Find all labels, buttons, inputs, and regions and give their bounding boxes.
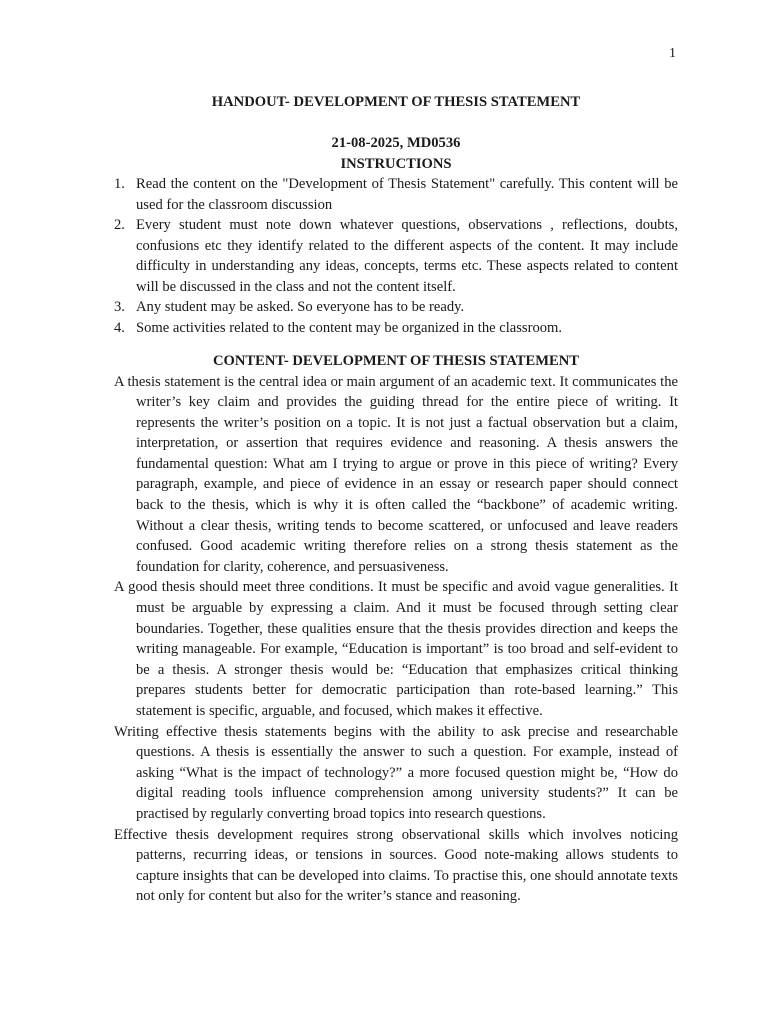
content-paragraph: A thesis statement is the central idea or main argument of an academic text. It communicates the writer’s key claim and provides the guiding thread for the entire piece of writing. It represents the writer’s position on a topic. It is not just a factual observation but a claim, interpretation, or assertion that requires evidence and reasoning. A thesis answers the fundamental question: What am I trying to argue or prove in this piece of writing? Every paragraph, example, and piece of evidence in an essay or research paper should connect back to the thesis, which is why it is often called the “backbone” of academic writing. Without a clear thesis, writing tends to become scattered, or unfocused and leave readers confused. Good academic writing therefore relies on a strong thesis statement as the foundation for clarity, coherence, and persuasiveness. (114, 373, 678, 575)
list-item (114, 297, 678, 318)
content-paragraph: Writing effective thesis statements begins with the ability to ask precise and researchable questions. A thesis is essentially the answer to such a question. For example, instead of asking “What is the impact of technology?” a more focused question might be, “How do digital reading tools influence comprehension among university students?” It can be practised by regularly converting broad topics into research questions. (114, 723, 678, 822)
list-number: 1. (114, 176, 125, 192)
list-text: Any student may be asked. So everyone has to be ready. (136, 299, 465, 315)
list-number: 4. (114, 319, 125, 336)
document-body (114, 92, 678, 907)
list-text: Every student must note down whatever questions, observations , reflections, doubts, confusions etc they identify related to the different aspects of the content. It may include difficulty in understanding any ideas, concepts, terms etc. These aspects related to content will be discussed in the class and not the content itself. (136, 217, 678, 295)
date-code: 21-08-2025, MD0536 (331, 135, 461, 151)
list-item (114, 215, 678, 297)
list-item (114, 318, 678, 339)
content-paragraph: Effective thesis development requires strong observational skills which involves noticing patterns, recurring ideas, or tensions in sources. Good note-making allows students to capture insights that can be developed into claims. To practise this, one should annotate texts not only for content but also for the writer’s stance and reasoning. (114, 826, 678, 905)
list-text: Some activities related to the content may be organized in the classroom. (136, 319, 563, 336)
list-text: Read the content on the "Development of Thesis Statement" carefully. This content will be used for the classroom discussion (136, 176, 678, 213)
list-number: 3. (114, 299, 125, 315)
page-number: 1 (669, 46, 676, 61)
document-title: HANDOUT- DEVELOPMENT OF THESIS STATEMENT (211, 94, 581, 110)
content-paragraph: A good thesis should meet three conditions. It must be specific and avoid vague generalities. It must be arguable by expressing a claim. And it must be focused through setting clear boundaries. Together, these qualities ensure that the thesis provides direction and keeps the writing manageable. For example, “Education is important” is too broad and self-evident to be a thesis. A stronger thesis would be: “Education that emphasizes critical thinking prepares students better for democratic participation than rote-based learning.” This statement is specific, arguable, and focused, which makes it effective. (114, 579, 678, 719)
list-item (114, 174, 678, 215)
content-heading: CONTENT- DEVELOPMENT OF THESIS STATEMENT (212, 353, 579, 369)
instructions-heading: INSTRUCTIONS (340, 155, 452, 172)
instructions-list (114, 174, 678, 338)
list-number: 2. (114, 217, 125, 233)
